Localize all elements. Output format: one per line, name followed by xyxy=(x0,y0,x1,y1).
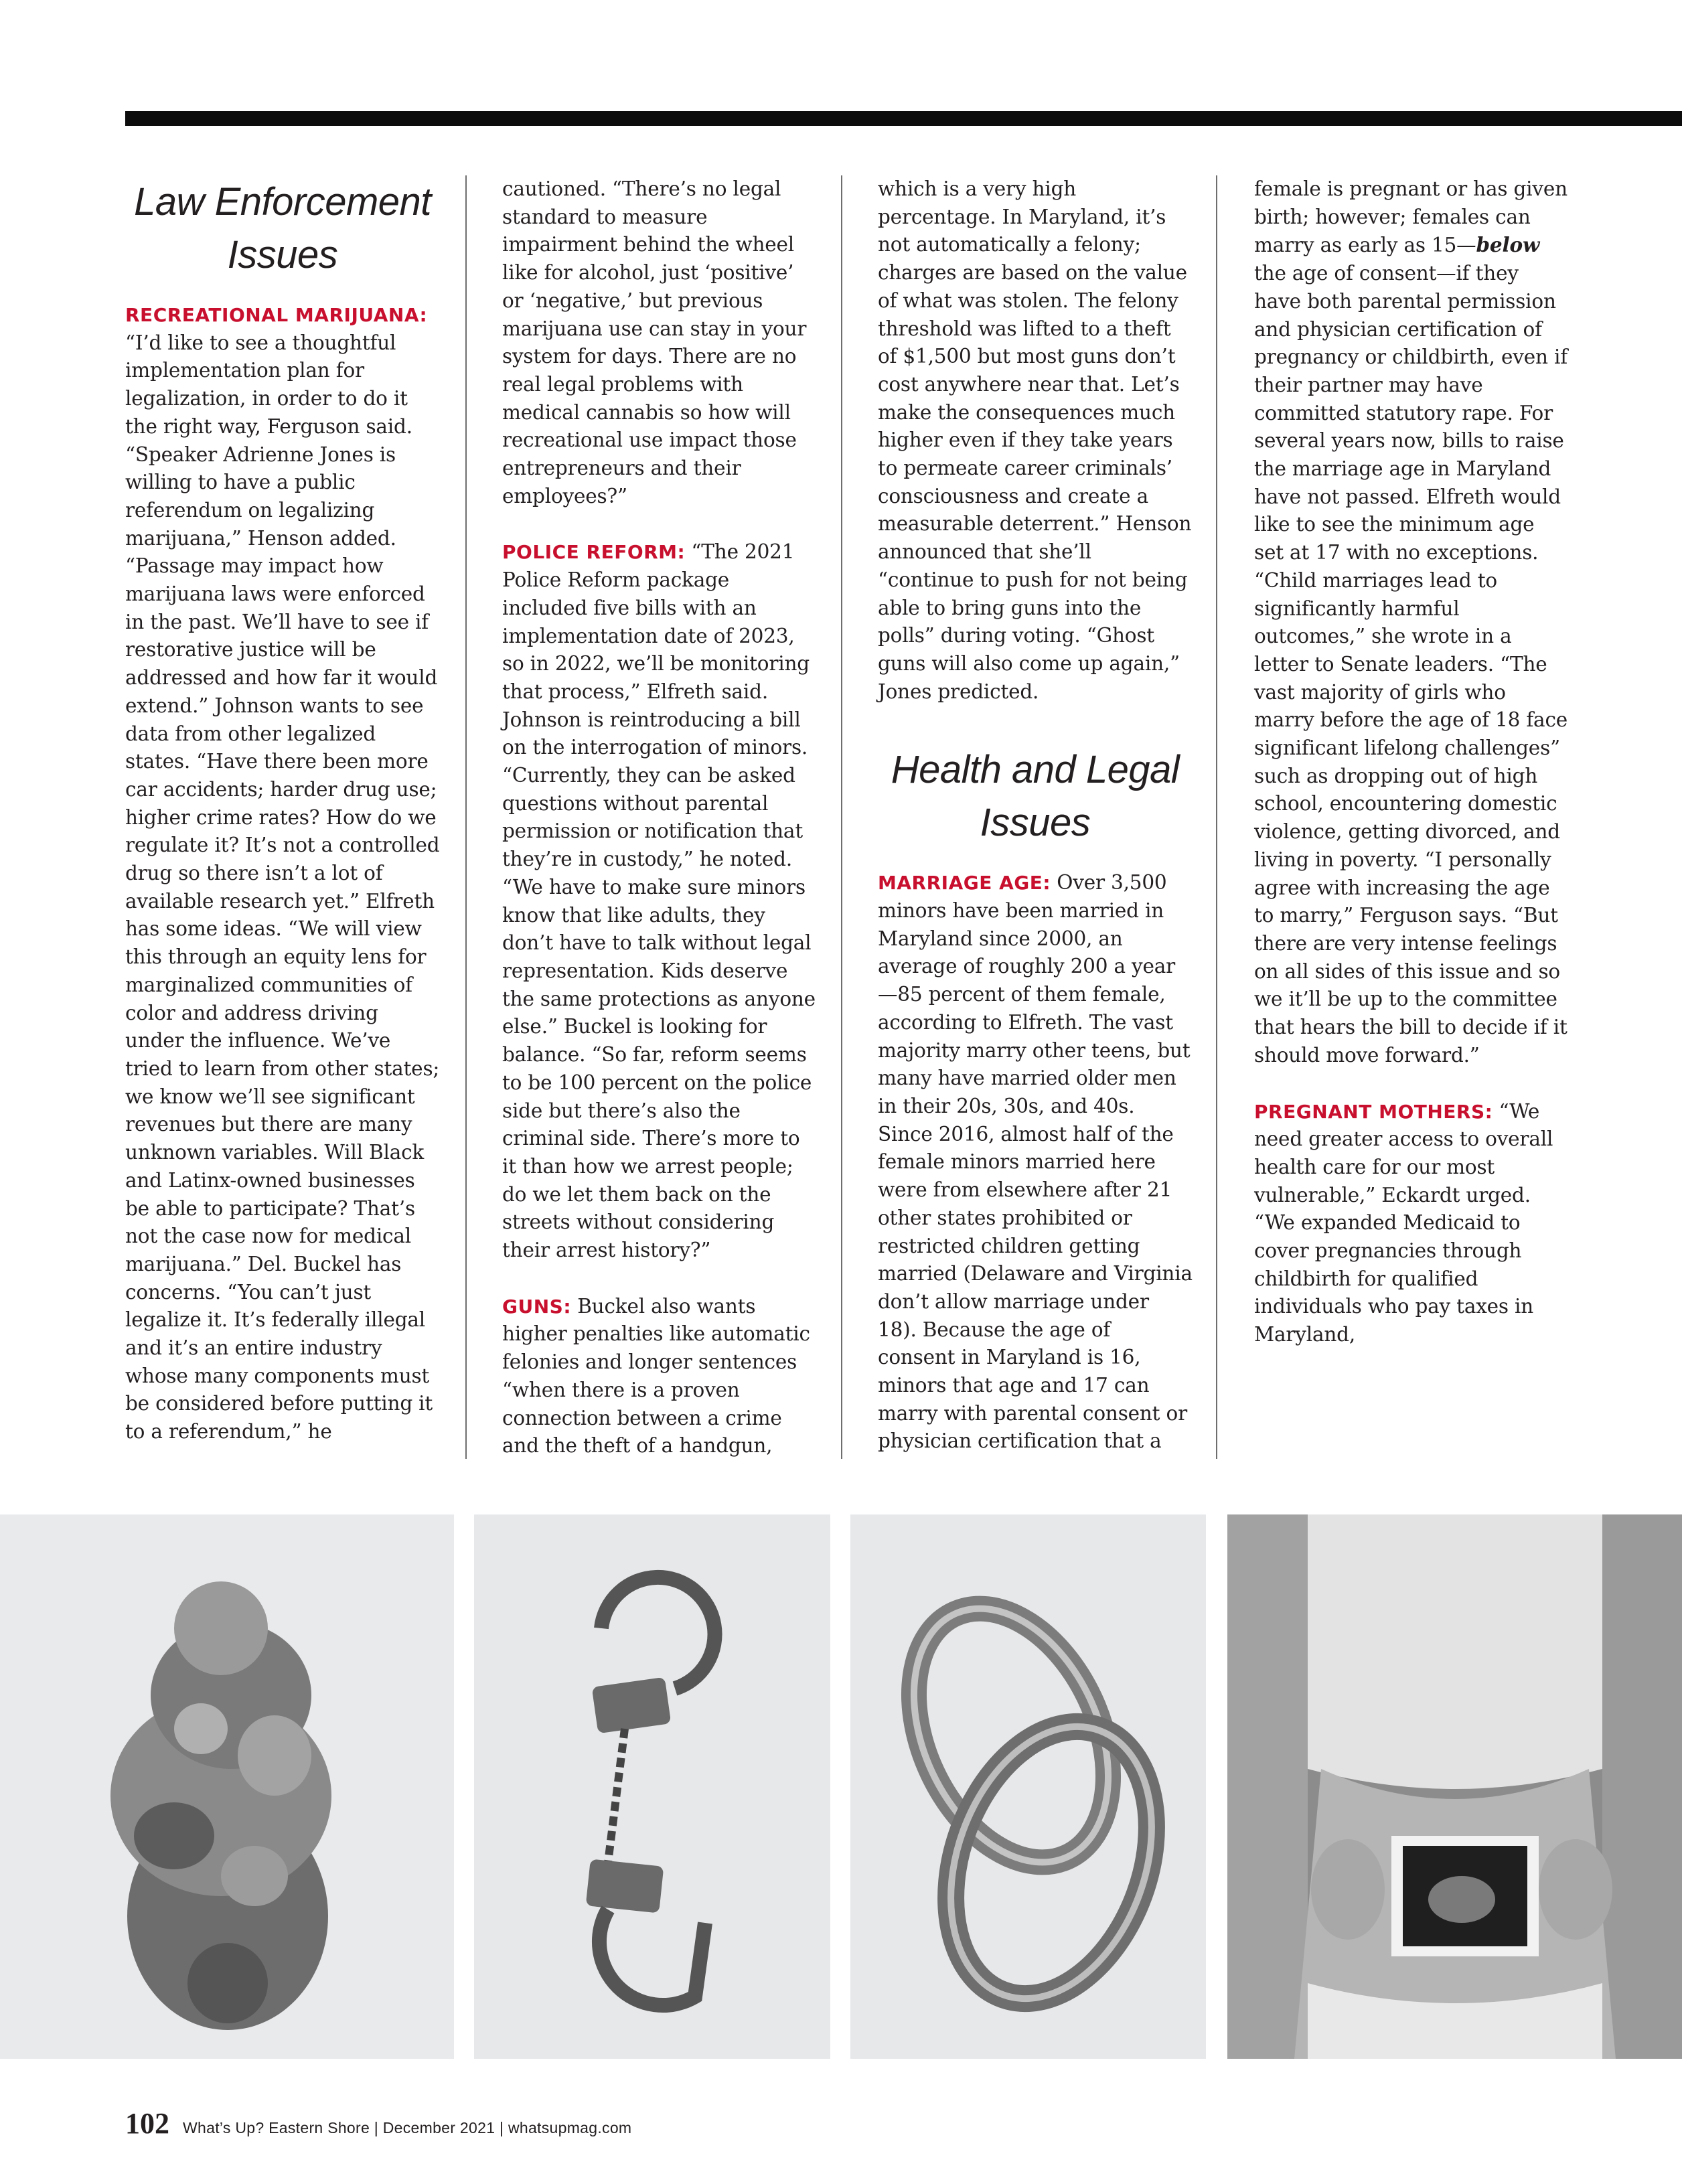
body-marriage-age-2: the age of consent—if they have both parental permission and physician certification of pregnancy or childbirth, even if their partner may have committed statutory rape. For several years now, bills to raise the marriage age in Maryland have not passed. Elfreth would like to see the minimum age set at 17 with no exceptions. “Child marriages lead to significantly harmful outcomes,” she wrote in a letter to Senate leaders. “The vast majority of girls who marry before the age of 18 face significant lifelong challenges” such as dropping out of high school, encountering domestic violence, getting divorced, and living in poverty. “I personally agree with increasing the age to marry,” Ferguson says. “But there are very intense feelings on all sides of this issue and so we it’ll be up to the committee that hears the bill to decide if it should move forward.” xyxy=(1254,262,1568,1067)
paragraph-pregnant-mothers xyxy=(1254,1098,1569,1349)
paragraph-guns xyxy=(502,1293,817,1460)
lead-police-reform: POLICE REFORM: xyxy=(502,541,686,564)
paragraph-guns-continued xyxy=(878,175,1193,706)
column-divider-1 xyxy=(465,175,467,1459)
cannabis-bud-icon xyxy=(0,1514,454,2059)
lead-marriage-age: MARRIAGE AGE: xyxy=(878,872,1051,894)
text-column-2 xyxy=(502,175,817,1460)
body-guns-continued: which is a very high percentage. In Maryland, it’s not automatically a felony; charges are based on the value of what was stolen. The felony threshold was lifted to a theft of $1,500 but most guns don’t cost anywhere near that. Let’s make the consequences much higher even if they take years to permeate career criminals’ consciousness and create a measurable deterrent.” Henson announced that she’ll “continue to push for not being able to bring guns into the polls” during voting. “Ghost guns will also come up again,” Jones predicted. xyxy=(878,177,1192,703)
footer-publication-info: What’s Up? Eastern Shore | December 2021 | whatsupmag.com xyxy=(183,2119,632,2136)
paragraph-recreational-marijuana-continued xyxy=(502,175,817,510)
body-marriage-age-1: Over 3,500 minors have been married in Maryland since 2000, an average of roughly 200 a year—85 percent of them female, according to Elfreth. The vast majority marry other teens, but many have married older men in their 20s, 30s, and 40s. Since 2016, almost half of the female minors married here were from elsewhere after 21 other states prohibited or restricted children getting married (Delaware and Virginia don’t allow marriage under 18). Because the age of consent in Maryland is 16, minors that age and 17 can marry with parental consent or physician certification that a xyxy=(878,871,1193,1453)
rings-icon xyxy=(850,1514,1206,2059)
text-column-3 xyxy=(878,175,1193,1456)
pregnancy-icon xyxy=(1227,1514,1682,2059)
page-footer xyxy=(125,2106,631,2140)
body-guns: Buckel also wants higher penalties like automatic felonies and longer sentences “when there is a proven connection between a crime and the theft of a handgun, xyxy=(502,1294,810,1458)
body-police-reform: “The 2021 Police Reform package included five bills with an implementation date of 2023, so in 2022, we’ll be monitoring that process,” Elfreth said. Johnson is reintroducing a bill on the interrogation of minors. “Currently, they can be asked questions without parental permission or notification that they’re in custody,” he noted. “We have to make sure minors know that like adults, they don’t have to talk without legal representation. Kids deserve the same protections as anyone else.” Buckel is looking for balance. “So far, reform seems to be 100 percent on the police side but there’s also the criminal side. There’s more to it than how we arrest people; do we let them back on the streets without considering their arrest history?” xyxy=(502,540,816,1262)
paragraph-marriage-age-continued xyxy=(1254,175,1569,1070)
emphasis-below: below xyxy=(1476,233,1540,257)
photo-pregnant-woman xyxy=(1227,1514,1682,2059)
handcuffs-icon xyxy=(474,1514,830,2059)
body-recreational-marijuana: “I’d like to see a thoughtful implementation plan for legalization, in order to do it the right way, Ferguson said. “Speaker Adrienne Jones is willing to have a public referendum on legalizing marijuana,” Henson added. “Passage may impact how marijuana laws were enforced in the past. We’ll have to see if restorative justice will be addressed and how far it would extend.” Johnson wants to see data from other legalized states. “Have there been more car accidents; harder drug use; higher crime rates? How do we regulate it? It’s not a controlled drug so there isn’t a lot of available research yet.” Elfreth has some ideas. “We will view this through an equity lens for marginalized communities of color and address driving under the influence. We’ve tried to learn from other states; we know we’ll see significant revenues but there are many unknown variables. Will Black and Latinx-owned businesses be able to participate? That’s not the case now for medical marijuana.” Del. Buckel has concerns. “You can’t just legalize it. It’s federally illegal and it’s an entire industry whose many components must be considered before putting it to a referendum,” he xyxy=(125,331,440,1444)
paragraph-recreational-marijuana xyxy=(125,301,440,1446)
lead-recreational-marijuana: RECREATIONAL MARIJUANA: xyxy=(125,304,428,326)
photo-marijuana xyxy=(0,1514,454,2059)
page-number: 102 xyxy=(125,2107,169,2140)
column-divider-3 xyxy=(1216,175,1217,1459)
photo-wedding-rings xyxy=(850,1514,1206,2059)
text-column-4 xyxy=(1254,175,1569,1349)
lead-guns: GUNS: xyxy=(502,1295,572,1318)
section-heading-law-enforcement: Law Enforcement Issues xyxy=(134,180,431,277)
paragraph-police-reform xyxy=(502,538,817,1264)
photo-handcuffs xyxy=(474,1514,830,2059)
column-divider-2 xyxy=(841,175,842,1459)
body-marriage-age-1-continued: female is pregnant or has given birth; however; females can marry as early as 15— xyxy=(1254,177,1568,257)
text-column-1 xyxy=(125,175,440,1446)
section-heading-health-legal: Health and Legal Issues xyxy=(891,748,1180,845)
body-recreational-marijuana-continued: cautioned. “There’s no legal standard to measure impairment behind the wheel like for alcohol, just ‘positive’ or ‘negative,’ but previous marijuana use can stay in your system for days. There are no real legal problems with medical cannabis so how will recreational use impact those entrepreneurs and their employees?” xyxy=(502,177,807,508)
body-pregnant-mothers: “We need greater access to overall health care for our most vulnerable,” Eckardt urged. “We expanded Medicaid to cover pregnancies through childbirth for qualified individuals who pay taxes in Maryland, xyxy=(1254,1099,1553,1346)
top-rule xyxy=(125,111,1682,126)
paragraph-marriage-age xyxy=(878,869,1193,1456)
lead-pregnant-mothers: PREGNANT MOTHERS: xyxy=(1254,1100,1493,1123)
